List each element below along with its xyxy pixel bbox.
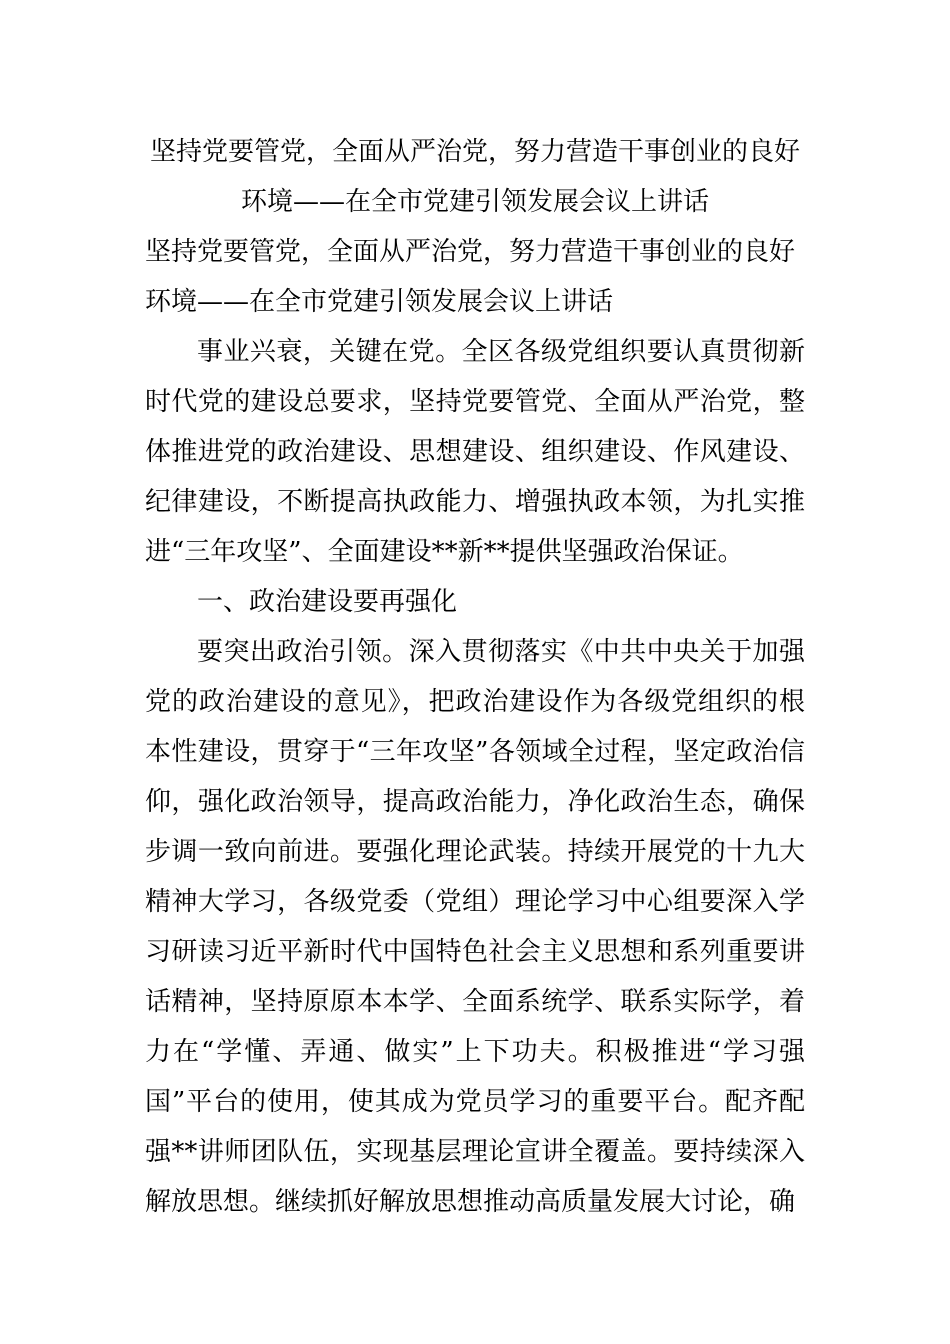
document-subtitle-line-2: 环境——在全市党建引领发展会议上讲话 bbox=[145, 287, 614, 317]
section-heading: 一、政治建设要再强化 bbox=[197, 587, 458, 617]
document-subtitle-line-1: 坚持党要管党，全面从严治党，努力营造干事创业的良好 bbox=[145, 237, 796, 267]
body-paragraph: 要突出政治引领。深入贯彻落实《中共中央关于加强党的政治建设的意见》，把政治建设作为各级党组织的根本性建设，贯穿于“三年攻坚”各领域全过程，坚定政治信仰，强化政治领导，提高政治能力，净化政治生态，确保步调一致向前进。要强化理论武装。持续开展党的十九大精神大学习，各级党委（党组）理论学习中心组要深入学习研读习近平新时代中国特色社会主义思想和系列重要讲话精神，坚持原原本本学、全面系统学、联系实际学，着力在“学懂、弄通、做实”上下功夫。积极推进“学习强国”平台的使用，使其成为党员学习的重要平台。配齐配强**讲师团队伍，实现基层理论宣讲全覆盖。要持续深入解放思想。继续抓好解放思想推动高质量发展大讨论，确 bbox=[145, 637, 805, 1217]
document-body bbox=[145, 127, 805, 1227]
document-title-line-2: 环境——在全市党建引领发展会议上讲话 bbox=[240, 187, 709, 217]
document-title-line-1: 坚持党要管党，全面从严治党，努力营造干事创业的良好 bbox=[149, 137, 800, 167]
intro-paragraph: 事业兴衰，关键在党。全区各级党组织要认真贯彻新时代党的建设总要求，坚持党要管党、全面从严治党，整体推进党的政治建设、思想建设、组织建设、作风建设、纪律建设，不断提高执政能力、增强执政本领，为扎实推进“三年攻坚”、全面建设**新**提供坚强政治保证。 bbox=[145, 337, 805, 567]
